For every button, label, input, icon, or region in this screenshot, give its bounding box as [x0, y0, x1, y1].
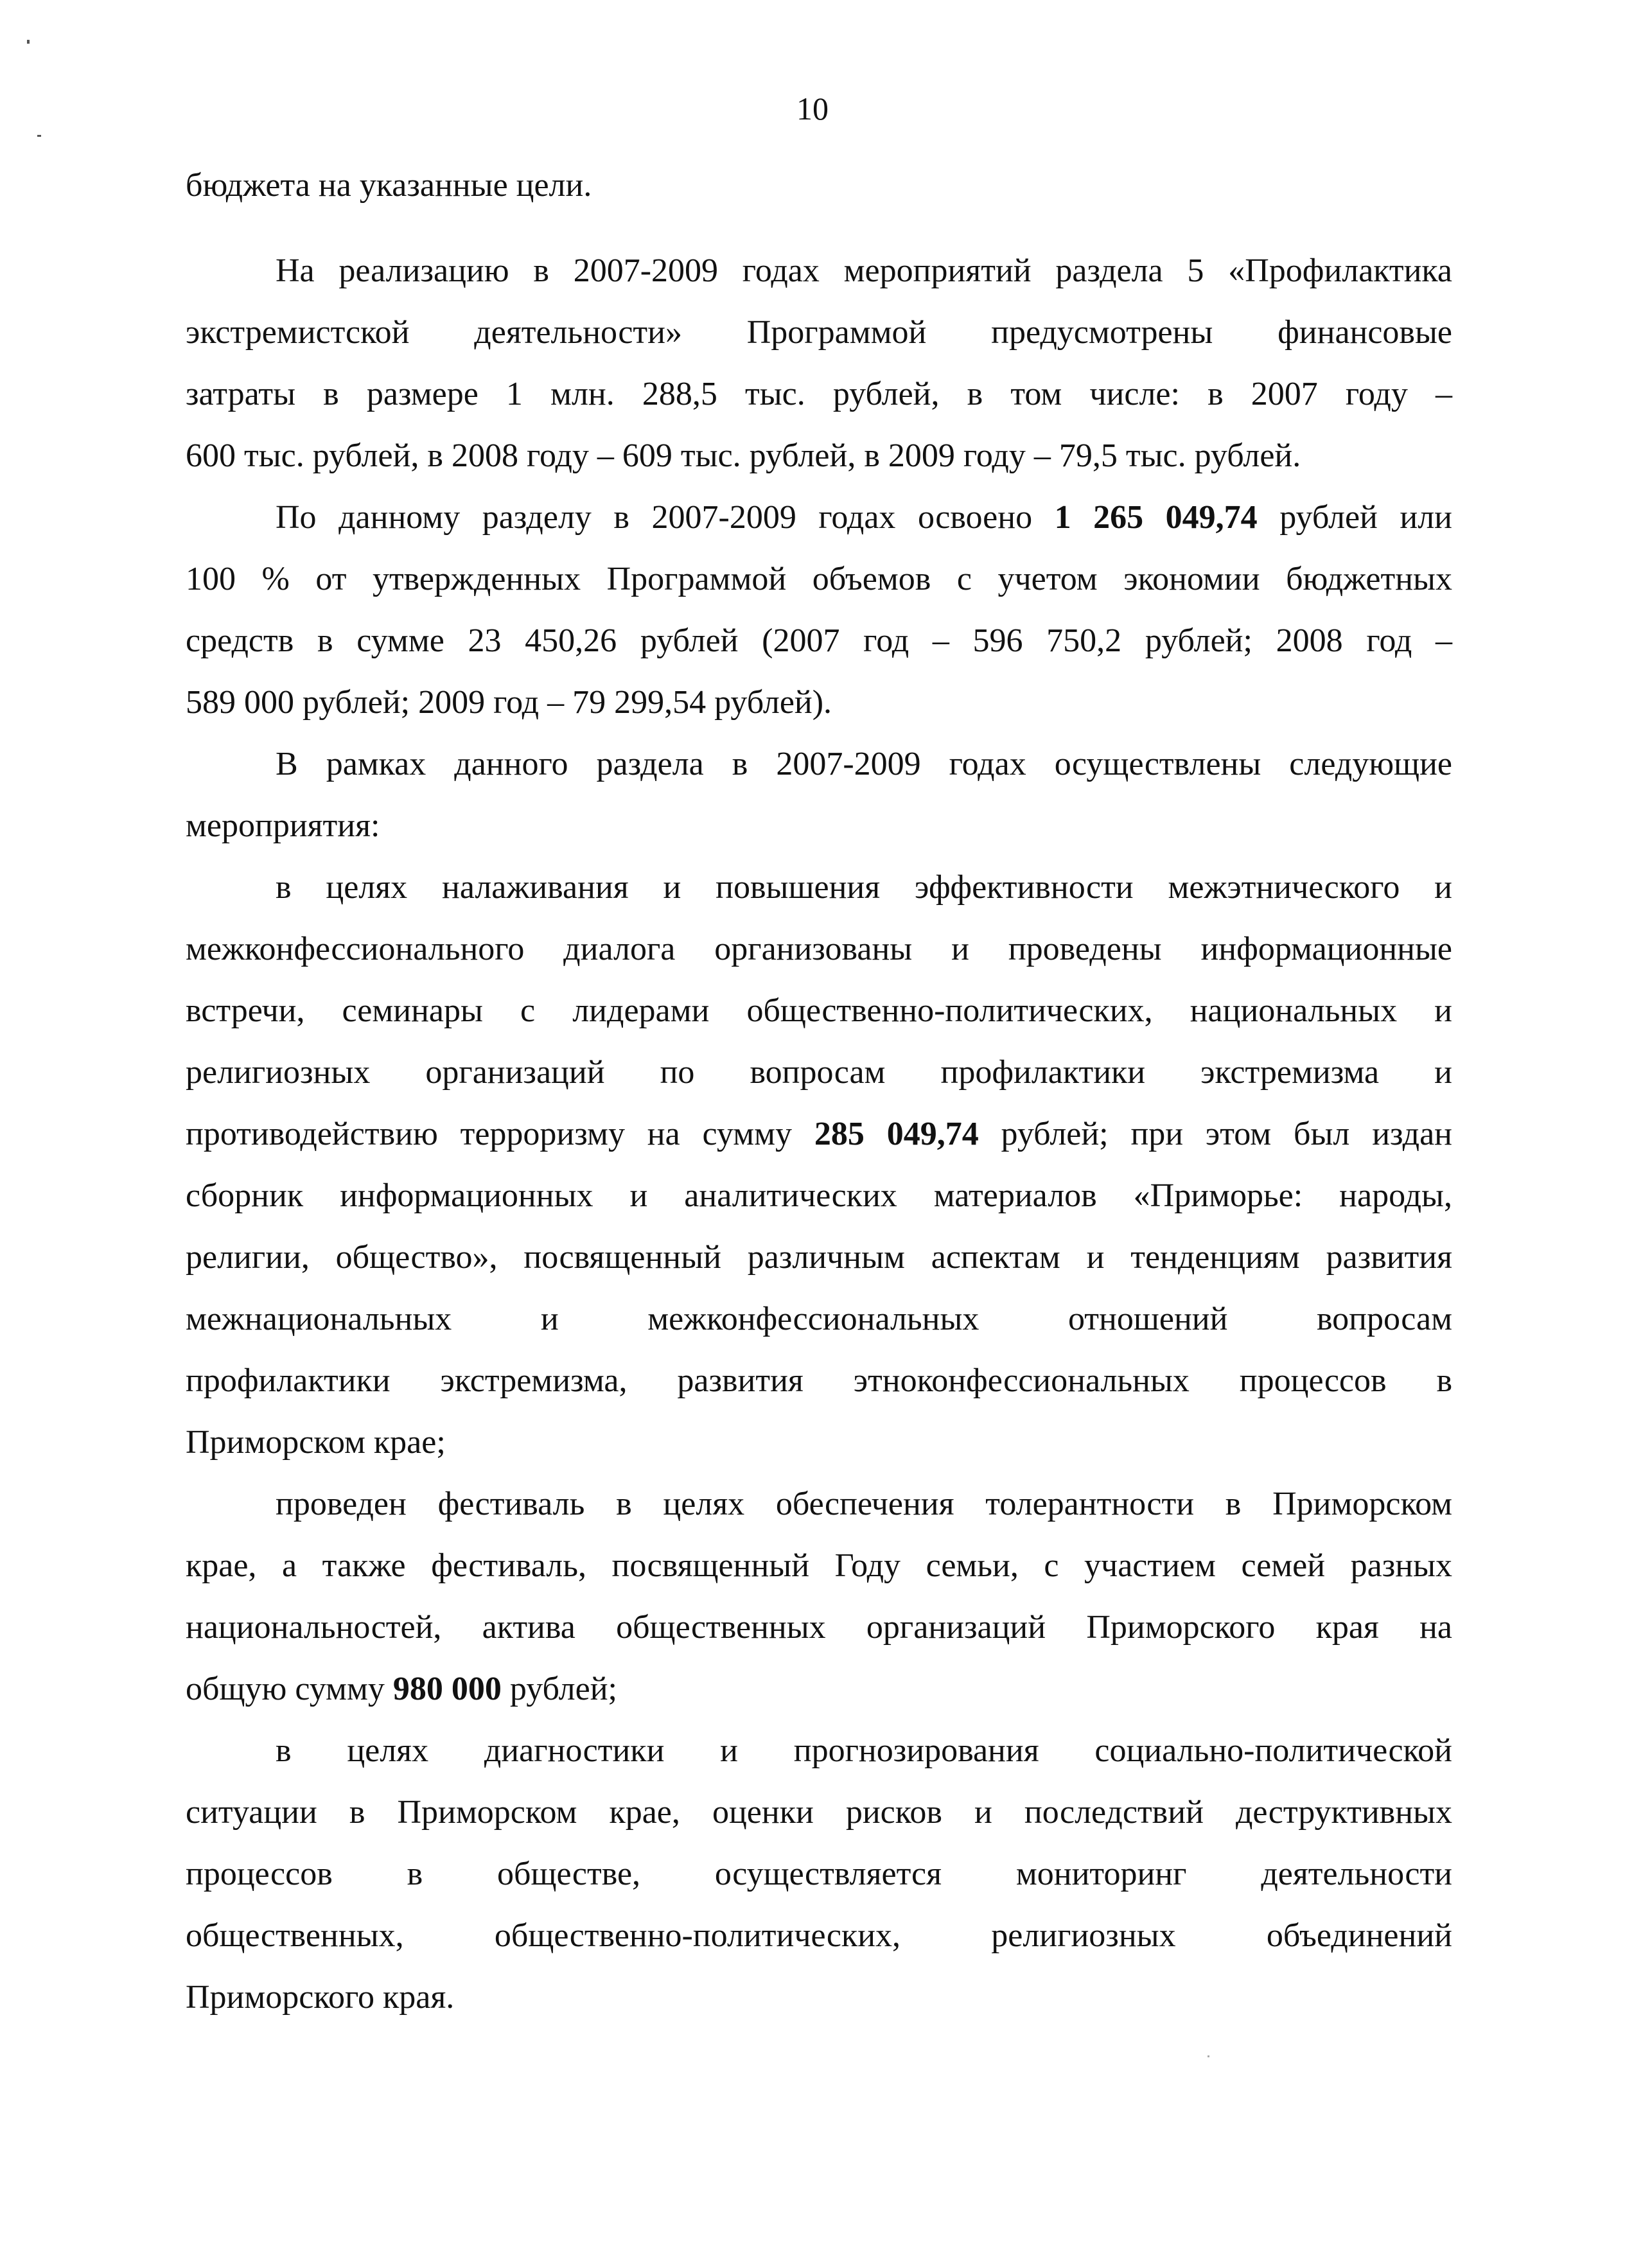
text-line	[186, 549, 1452, 610]
text-line	[186, 1967, 1452, 2028]
text-line	[186, 1103, 1452, 1165]
text-segment: религии, общество», посвященный различным аспектам и тенденциям развития	[186, 1239, 1452, 1276]
text-line	[186, 1473, 1452, 1535]
line-content	[186, 919, 1452, 980]
text-segment: На реализацию в 2007-2009 годах мероприятий раздела 5 «Профилактика	[276, 252, 1452, 289]
line-content	[186, 980, 1452, 1042]
text-segment: рублей;	[501, 1671, 617, 1707]
text-segment: экстремистской деятельности» Программой предусмотрены финансовые	[186, 314, 1452, 351]
paragraph	[186, 1720, 1452, 2028]
text-segment: общую сумму	[186, 1671, 393, 1707]
text-segment: противодействию терроризму на сумму	[186, 1116, 814, 1152]
scan-speck	[27, 40, 30, 44]
line-content	[276, 240, 1452, 302]
text-segment: Приморского края.	[186, 1979, 455, 2016]
text-line	[186, 795, 1452, 857]
text-segment: межнациональных и межконфессиональных отношений вопросам	[186, 1301, 1452, 1337]
text-line	[186, 1905, 1452, 1967]
text-segment: затраты в размере 1 млн. 288,5 тыс. рублей, в том числе: в 2007 году –	[186, 376, 1452, 412]
text-line	[186, 919, 1452, 980]
paragraph	[186, 1473, 1452, 1720]
text-line	[186, 1782, 1452, 1843]
paragraph	[186, 857, 1452, 1473]
line-content	[186, 437, 1301, 474]
text-segment: мероприятия:	[186, 807, 380, 844]
text-line	[186, 487, 1452, 549]
text-segment: в целях налаживания и повышения эффективности межэтнического и	[276, 869, 1452, 906]
text-line	[186, 857, 1452, 919]
paragraph	[186, 155, 1452, 216]
line-content	[186, 1424, 446, 1461]
line-content	[186, 807, 380, 844]
text-line	[186, 1597, 1452, 1658]
text-segment: встречи, семинары с лидерами общественно-политических, национальных и	[186, 992, 1452, 1029]
line-content	[276, 487, 1452, 549]
line-content	[186, 1671, 617, 1707]
text-segment: общественных, общественно-политических, религиозных объединений	[186, 1917, 1452, 1954]
text-line	[186, 1412, 1452, 1473]
text-line	[186, 1288, 1452, 1350]
text-line	[186, 734, 1452, 795]
text-line	[186, 1350, 1452, 1412]
text-line	[186, 980, 1452, 1042]
text-line	[186, 1227, 1452, 1288]
line-content	[186, 1165, 1452, 1227]
paragraph	[186, 734, 1452, 857]
scan-speck	[1208, 2055, 1209, 2057]
line-content	[186, 549, 1452, 610]
line-content	[186, 364, 1452, 425]
line-content	[276, 1473, 1452, 1535]
line-content	[186, 1535, 1452, 1597]
text-segment: 100 % от утвержденных Программой объемов с учетом экономии бюджетных	[186, 561, 1452, 597]
text-line	[186, 240, 1452, 302]
line-content	[276, 857, 1452, 919]
text-line	[186, 610, 1452, 672]
text-segment: рублей или	[1257, 499, 1452, 536]
text-line	[186, 1720, 1452, 1782]
line-content	[186, 1350, 1452, 1412]
text-segment: Приморском крае;	[186, 1424, 446, 1461]
text-segment: крае, а также фестиваль, посвященный Году семьи, с участием семей разных	[186, 1547, 1452, 1584]
line-content	[186, 684, 832, 721]
bold-amount: 1 265 049,74	[1054, 499, 1258, 536]
page-number: 10	[796, 91, 829, 127]
text-segment: национальностей, актива общественных организаций Приморского края на	[186, 1609, 1452, 1646]
text-segment: По данному разделу в 2007-2009 годах освоено	[276, 499, 1055, 536]
text-segment: межконфессионального диалога организованы и проведены информационные	[186, 931, 1452, 967]
text-segment: 589 000 рублей; 2009 год – 79 299,54 рублей).	[186, 684, 832, 721]
text-segment: средств в сумме 23 450,26 рублей (2007 год – 596 750,2 рублей; 2008 год –	[186, 622, 1452, 659]
line-content	[186, 1288, 1452, 1350]
text-line	[186, 364, 1452, 425]
line-content	[186, 302, 1452, 364]
line-content	[186, 610, 1452, 672]
text-segment: проведен фестиваль в целях обеспечения толерантности в Приморском	[276, 1486, 1452, 1522]
line-content	[186, 1597, 1452, 1658]
line-content	[186, 1227, 1452, 1288]
text-segment: В рамках данного раздела в 2007-2009 годах осуществлены следующие	[276, 746, 1452, 782]
text-segment: религиозных организаций по вопросам профилактики экстремизма и	[186, 1054, 1452, 1091]
scan-speck	[37, 135, 41, 137]
text-segment: в целях диагностики и прогнозирования социально-политической	[276, 1732, 1452, 1769]
line-content	[276, 1720, 1452, 1782]
text-segment: 600 тыс. рублей, в 2008 году – 609 тыс. рублей, в 2009 году – 79,5 тыс. рублей.	[186, 437, 1301, 474]
paragraph	[186, 487, 1452, 734]
text-line	[186, 155, 1452, 216]
line-content	[186, 1103, 1452, 1165]
text-segment: ситуации в Приморском крае, оценки рисков и последствий деструктивных	[186, 1794, 1452, 1831]
text-line	[186, 1042, 1452, 1103]
text-line	[186, 302, 1452, 364]
text-line	[186, 425, 1452, 487]
text-segment: сборник информационных и аналитических материалов «Приморье: народы,	[186, 1177, 1452, 1214]
paragraph	[186, 240, 1452, 487]
bold-amount: 980 000	[392, 1671, 502, 1707]
text-segment: рублей; при этом был издан	[978, 1116, 1452, 1152]
line-content	[276, 734, 1452, 795]
line-content	[186, 1979, 454, 2016]
text-line	[186, 1165, 1452, 1227]
text-line	[186, 1658, 1452, 1720]
line-content	[186, 1843, 1452, 1905]
text-line	[186, 672, 1452, 734]
line-content	[186, 1905, 1452, 1967]
text-segment: бюджета на указанные цели.	[186, 167, 592, 204]
document-body	[186, 155, 1452, 2028]
line-content	[186, 1782, 1452, 1843]
text-line	[186, 1535, 1452, 1597]
line-content	[186, 1042, 1452, 1103]
text-segment: профилактики экстремизма, развития этноконфессиональных процессов в	[186, 1362, 1452, 1399]
bold-amount: 285 049,74	[814, 1116, 979, 1152]
text-line	[186, 1843, 1452, 1905]
line-content	[186, 167, 592, 204]
text-segment: процессов в обществе, осуществляется мониторинг деятельности	[186, 1856, 1452, 1892]
